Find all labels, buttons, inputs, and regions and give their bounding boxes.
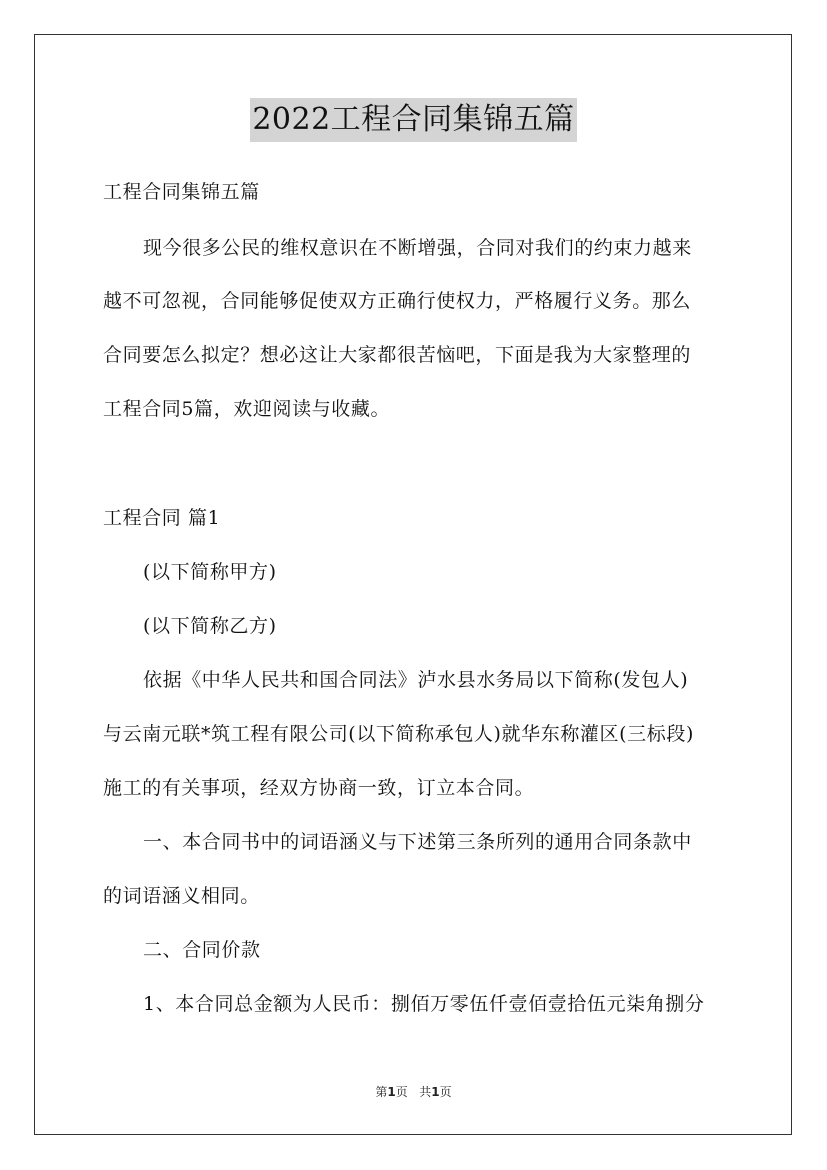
paragraph-line: 依据《中华人民共和国合同法》泸水县水务局以下简称(发包人) <box>143 669 689 691</box>
paragraph-line: 的词语涵义相同。 <box>103 885 260 907</box>
paragraph-line: 工程合同5篇，欢迎阅读与收藏。 <box>103 398 391 420</box>
paragraph-line: 合同要怎么拟定？想必这让大家都很苦恼吧，下面是我为大家整理的 <box>103 344 692 366</box>
page-suffix: 页 <box>395 1085 408 1099</box>
paragraph-line: 越不可忽视，合同能够促使双方正确行使权力，严格履行义务。那么 <box>103 290 692 312</box>
paragraph-line: 1、本合同总金额为人民币：捌佰万零伍仟壹佰壹拾伍元柒角捌分 <box>143 993 705 1015</box>
paragraph-line: 现今很多公民的维权意识在不断增强，合同对我们的约束力越来 <box>143 237 692 259</box>
total-suffix: 页 <box>439 1085 452 1099</box>
paragraph-line: (以下简称甲方) <box>143 561 277 583</box>
total-prefix: 共 <box>419 1085 432 1099</box>
title-container <box>0 98 827 142</box>
paragraph-line: 与云南元联*筑工程有限公司(以下简称承包人)就华东称灌区(三标段) <box>103 723 694 745</box>
page-total: 1 <box>431 1085 440 1099</box>
paragraph-line: 二、合同价款 <box>143 939 261 961</box>
section-heading: 工程合同 篇1 <box>103 507 221 529</box>
page-current: 1 <box>387 1085 396 1099</box>
page-prefix: 第 <box>375 1085 388 1099</box>
paragraph-line: 一、本合同书中的词语涵义与下述第三条所列的通用合同条款中 <box>143 831 692 853</box>
paragraph-line: 施工的有关事项，经双方协商一致，订立本合同。 <box>103 777 535 799</box>
page-footer <box>0 1083 827 1100</box>
document-title: 2022工程合同集锦五篇 <box>250 98 576 142</box>
paragraph-line: (以下简称乙方) <box>143 615 277 637</box>
subtitle-line: 工程合同集锦五篇 <box>103 181 260 203</box>
